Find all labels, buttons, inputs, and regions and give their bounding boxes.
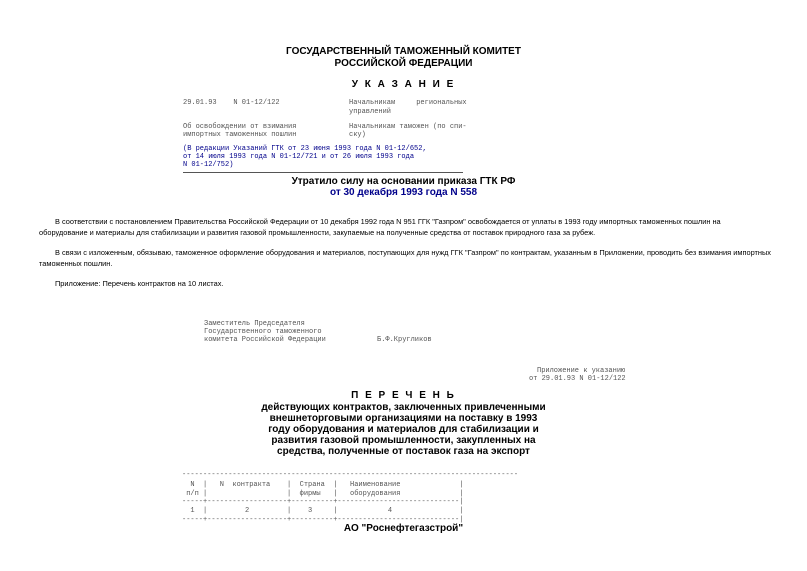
signature-position-1: Заместитель Председателя: [204, 320, 305, 328]
date-number: 29.01.93 N 01-12/122: [183, 99, 280, 107]
table-header-row-2: п/п | | фирмы | оборудования |: [182, 489, 464, 498]
status-line2-link[interactable]: от 30 декабря 1993 года N 558: [329, 187, 478, 198]
edition-line1[interactable]: (В редакции Указаний ГТК от 23 июня 1993 года N 01-12/652,: [183, 145, 427, 153]
table-number-row: 1 | 2 | 3 | 4 |: [182, 507, 464, 515]
edition-line3[interactable]: N 01-12/752): [183, 161, 234, 169]
agency-name-line2: РОССИЙСКОЙ ФЕДЕРАЦИИ: [334, 58, 473, 69]
divider: [183, 172, 463, 173]
edition-line2[interactable]: от 14 июля 1993 года N 01-12/721 и от 26 июля 1993 года: [183, 153, 415, 161]
list-subtitle-1: действующих контрактов, заключенных привлеченными: [261, 402, 546, 413]
addressee-customs: Начальникам таможен (по спи-: [349, 123, 467, 131]
attachment-note: Приложение: Перечень контрактов на 10 листах.: [55, 279, 224, 288]
addressee-regional: Начальникам региональных: [349, 99, 467, 107]
signature-position-2: Государственного таможенного: [204, 328, 322, 336]
status-line1: Утратило силу на основании приказа ГТК РФ: [291, 176, 516, 187]
addressee-customs-cont: ску): [349, 131, 366, 139]
document-type: У К А З А Н И Е: [351, 79, 456, 90]
addressee-regional-cont: управлений: [349, 108, 392, 116]
agency-name-line1: ГОСУДАРСТВЕННЫЙ ТАМОЖЕННЫЙ КОМИТЕТ: [286, 46, 521, 57]
signature-position-3: комитета Российской Федерации: [204, 336, 326, 344]
subject-line2: импортных таможенных пошлин: [183, 131, 297, 139]
list-title: П Е Р Е Ч Е Н Ь: [351, 390, 456, 401]
subject-line1: Об освобождении от взимания: [183, 123, 297, 131]
table-top-rule: --------------------------------------------------------------------------------: [182, 471, 519, 479]
contracts-table: [182, 471, 519, 524]
table-header-row-1: N | N контракта | Страна | Наименование |: [182, 481, 464, 489]
appendix-ref-1: Приложение к указанию: [537, 367, 626, 375]
list-subtitle-4: развития газовой промышленности, закупленных на: [271, 435, 536, 446]
company-name: АО "Роснефтегазстрой": [343, 523, 464, 534]
paragraph-2: В связи с изложенным, обязываю, таможенное оформление оборудования и материалов, поступающих для нужд ГГК "Газпром" по контрактам, указанным в Приложении, проводить без взимания импортных таможенных пошлин.: [39, 248, 771, 268]
table-bottom-rule: -----+-------------------+----------+-----------------------------|: [182, 515, 464, 524]
signature-name: Б.Ф.Кругликов: [377, 336, 432, 344]
list-subtitle-5: средства, полученные от поставок газа на экспорт: [277, 446, 530, 457]
table-mid-rule: -----+-------------------+----------+-----------------------------|: [182, 498, 464, 506]
list-subtitle-3: году оборудования и материалов для стабилизации и: [268, 424, 539, 435]
paragraph-1: В соответствии с постановлением Правительства Российской Федерации от 10 декабря 1992 года N 951 ГГК "Газпром" освобождается от уплаты в 1993 году импортных таможенных пошлин на оборудование и материалы для стабилизации и развития газовой промышленности, закупаемые на полученные средства от поставок природного газа за рубеж.: [39, 217, 721, 237]
appendix-ref-2: от 29.01.93 N 01-12/122: [529, 375, 626, 383]
list-subtitle-2: внешнеторговыми организациями на поставку в 1993: [269, 413, 538, 424]
